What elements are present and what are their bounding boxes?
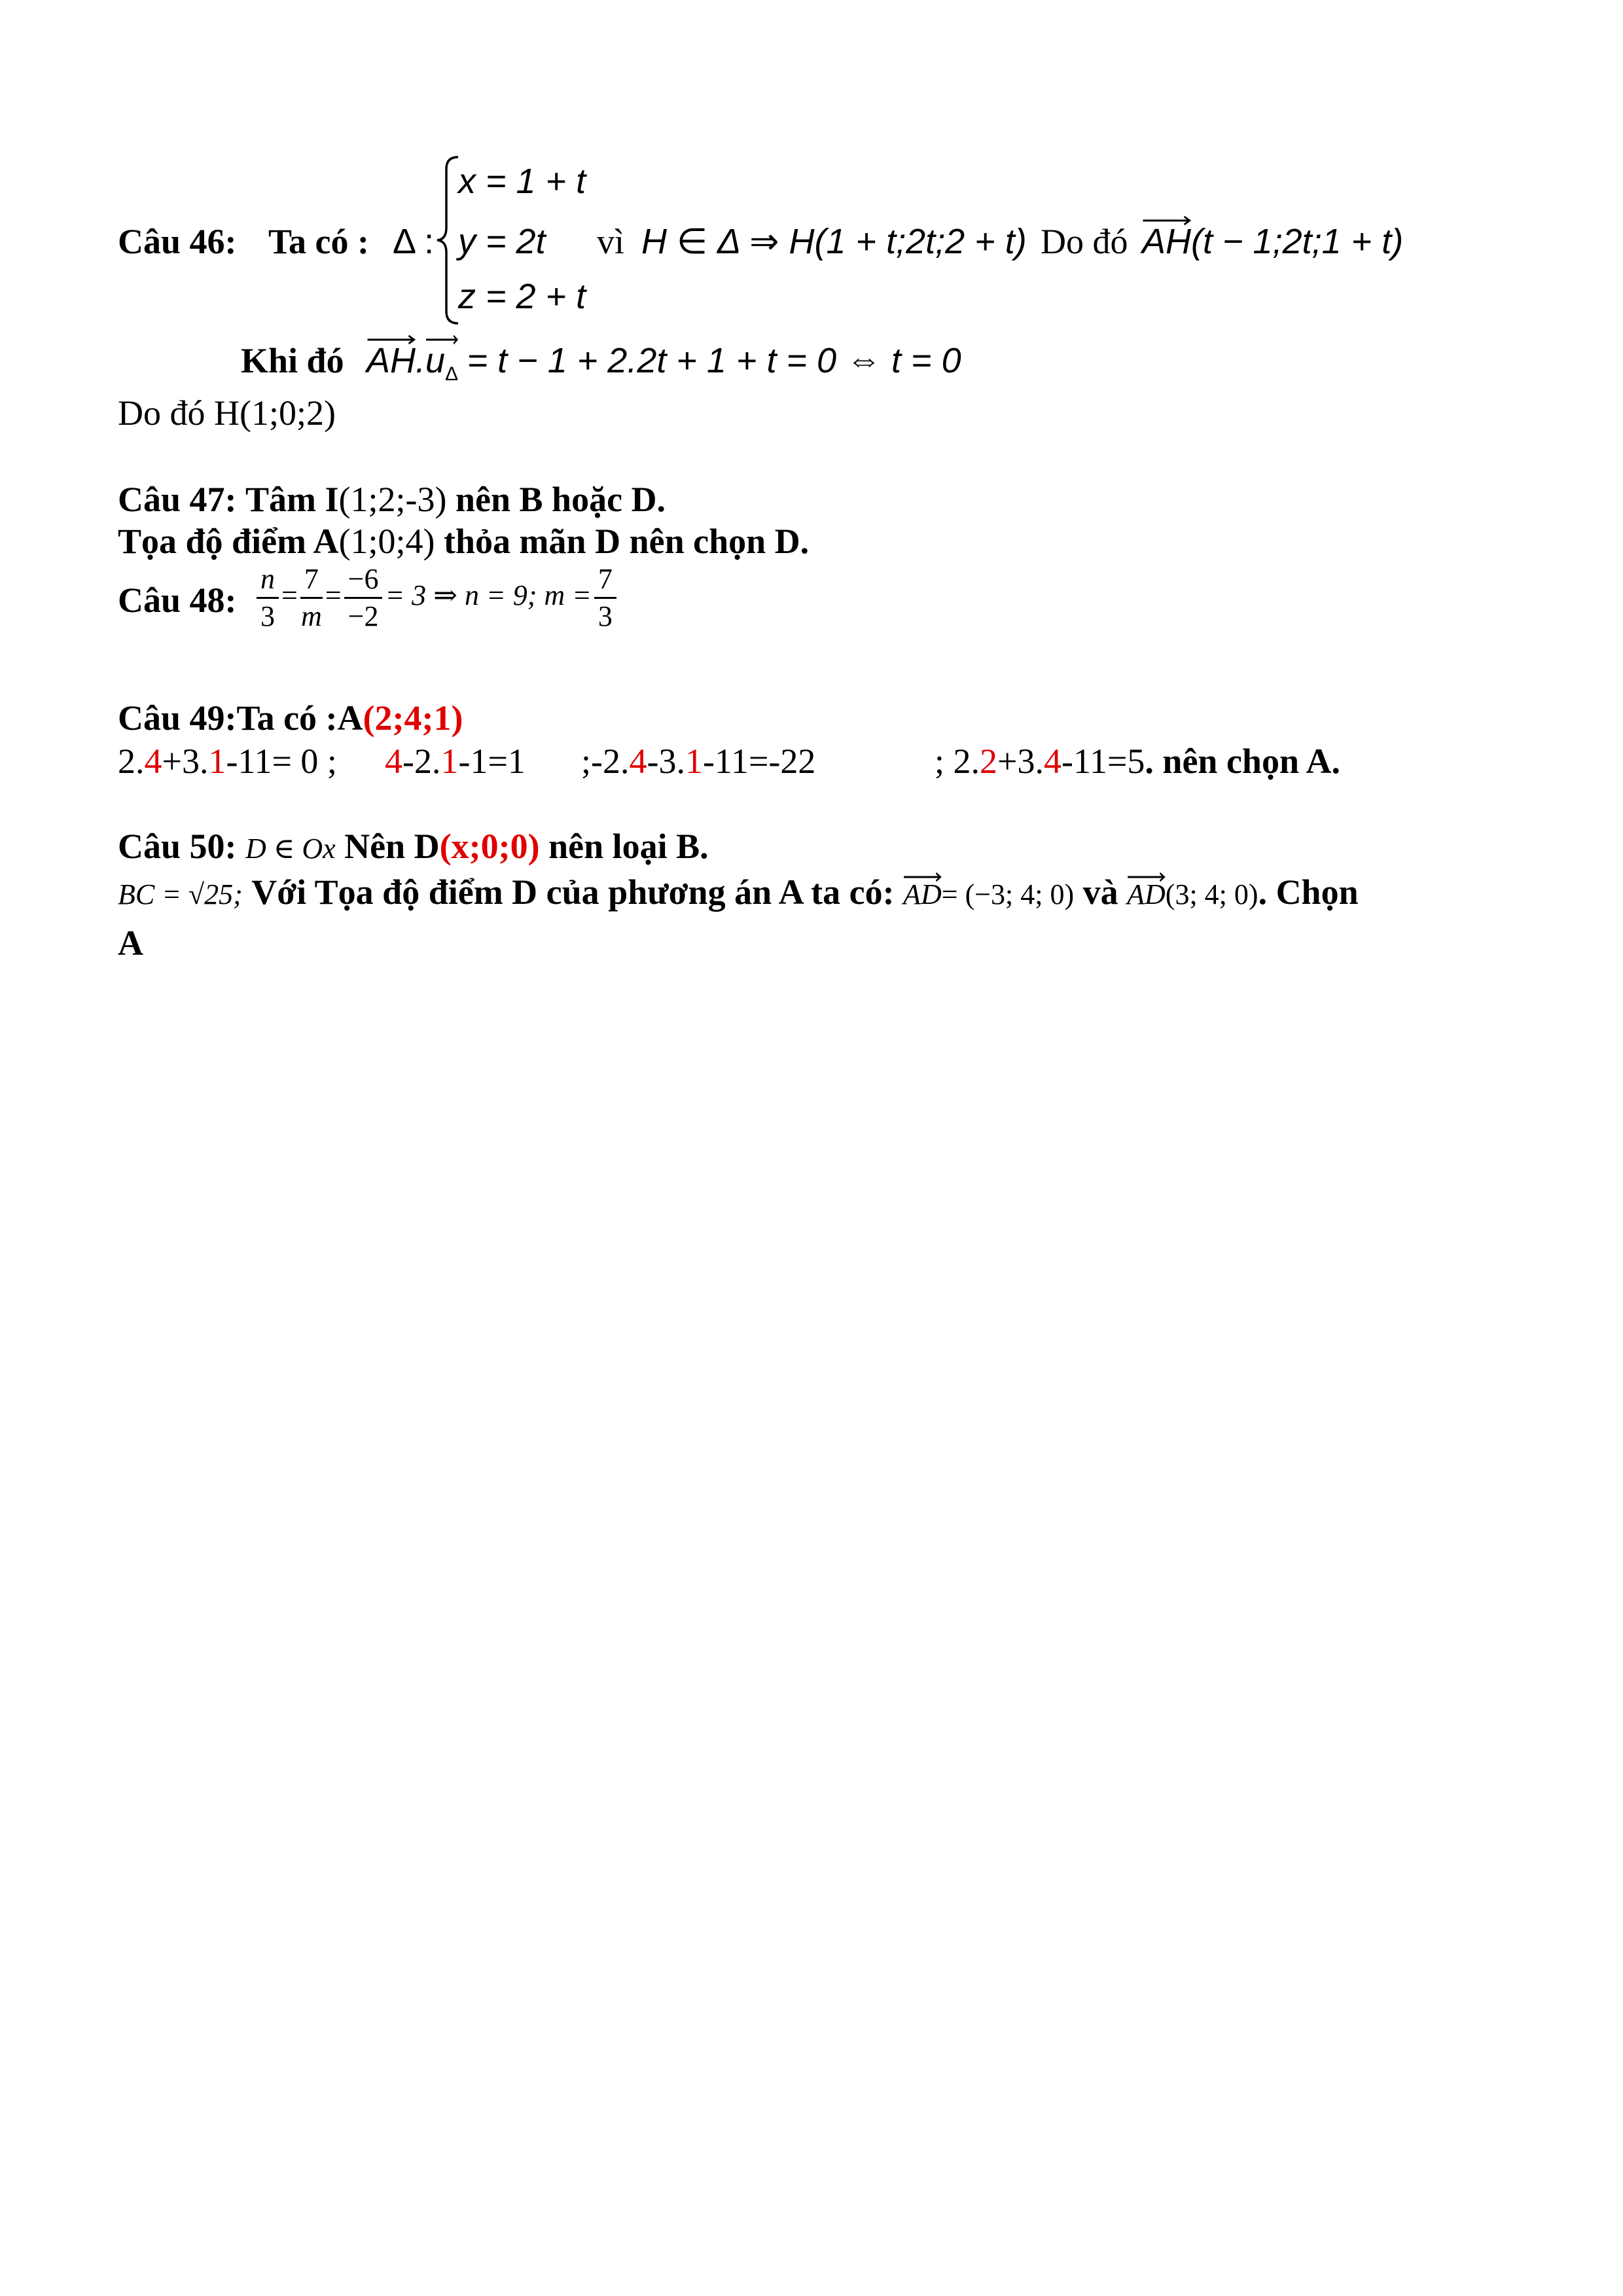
q47-tam: Tâm I (245, 480, 339, 519)
vector-ad-2 (1127, 880, 1166, 909)
q50-ad-value: = (−3; 4; 0) (941, 878, 1075, 910)
vector-u-label: u (425, 341, 446, 380)
q47-toa-do: Tọa độ điểm A (118, 522, 339, 561)
q49-expr-2: 4-2.1-1=1 (385, 742, 526, 781)
q50-label: Câu 50: (118, 827, 237, 866)
vector-arrow-icon (366, 334, 416, 344)
q48-label: Câu 48: (118, 581, 237, 620)
vector-u-delta (425, 343, 458, 384)
q50-loai: nên loại B. (548, 827, 709, 866)
fraction-den: m (300, 600, 322, 633)
highlight-digit: 1 (440, 742, 459, 781)
q49-expr-1: 2.4+3.1-11= 0 ; (118, 742, 337, 781)
q47-center: (1;2;-3) (338, 480, 447, 519)
q47-conclusion: nên B hoặc D. (455, 480, 666, 519)
q47-line-1 (118, 482, 666, 517)
vector-arrow-icon (425, 334, 458, 344)
q46-khi-do: Khi đó (241, 341, 344, 380)
vector-ad (903, 880, 942, 909)
q46-dot-product: AH. $u_\Delta = t - 1 + 2.2t + 1 + t = 0$ ⇔ t = 0 (366, 343, 961, 384)
fraction-num: 7 (300, 564, 323, 599)
q50-va: và (1082, 872, 1118, 912)
q47-label: Câu 47: (118, 480, 237, 519)
q49-expr-3: ;-2.4-3.1-11=-22 (581, 742, 816, 781)
fraction-den: 3 (260, 600, 275, 633)
q46-vi: vì (597, 222, 625, 261)
vector-ad-2-label: AD (1127, 878, 1166, 910)
q47-choice: thỏa mãn D nên chọn D. (444, 522, 810, 561)
q50-d-in-ox: D ∈ Ox (245, 833, 336, 865)
vector-ah-dot-label: AH (366, 341, 416, 380)
q50-voi: Với Tọa độ điểm D của phương án A ta có: (251, 872, 895, 912)
vector-ah-dot (366, 343, 416, 378)
vector-ad-label: AD (903, 878, 942, 910)
highlight-digit: 1 (685, 742, 703, 781)
q50-nen-d: Nên D (344, 827, 440, 866)
q49-expr-4: ; 2.2+3.4-11=5. nên chọn A. (935, 742, 1341, 781)
q46-membership: H ∈ Δ ⇒ H(1 + t;2t;2 + t) (641, 222, 1027, 261)
vector-ah-label: AH (1142, 222, 1192, 261)
q46-lead: Ta có : (268, 222, 370, 261)
q47-point-a: (1;0;4) (338, 522, 435, 561)
fraction-num: −6 (344, 564, 383, 599)
q47-line-2 (118, 524, 809, 559)
q46-dot-rhs: = t − 1 + 2.2t + 1 + t = 0 ⇔ t = 0 (467, 341, 961, 380)
q48-equation: $\frac{n}{3}$ = $\frac{7}{m}$ = $\frac{-6}{-2}$ = 3 ⇒ n = 9; m = $\frac{7}{3}$ (254, 564, 619, 632)
vector-arrow-icon (1142, 215, 1191, 225)
fraction-num: n (257, 564, 279, 599)
q50-answer: A (118, 924, 143, 963)
vector-ah (1142, 224, 1191, 259)
q50-line-1 (118, 829, 709, 864)
q48-mid: = 3 ⇒ n = 9; m = (385, 579, 592, 611)
q46-label: Câu 46: (118, 222, 237, 261)
q49-label: Câu 49: (118, 698, 237, 738)
q50-line-2 (118, 874, 1359, 910)
system-eq-z: z = 2 + t (458, 277, 586, 316)
highlight-digit: 4 (144, 742, 162, 781)
highlight-digit: 4 (629, 742, 647, 781)
q46-ah-coords: (t − 1;2t;1 + t) (1191, 222, 1404, 261)
vector-arrow-icon (903, 871, 942, 882)
q46-do-do: Do đó (1041, 222, 1128, 261)
q46-ah-expr (1142, 224, 1403, 259)
fraction-n-3 (257, 564, 279, 632)
fraction-num: 7 (594, 564, 616, 599)
q50-chon: . Chọn (1258, 872, 1359, 912)
highlight-digit: 4 (385, 742, 402, 781)
fraction-7-3 (594, 564, 616, 632)
fraction-neg6-neg2 (344, 564, 383, 632)
q50-ad2-value: (3; 4; 0) (1165, 878, 1258, 910)
system-eq-y: y = 2t (458, 222, 546, 261)
fraction-den: 3 (597, 600, 613, 633)
highlight-digit: 1 (208, 742, 226, 781)
vector-u-subscript: Δ (445, 363, 459, 385)
fraction-7-m (300, 564, 323, 632)
q46-result: Do đó H(1;0;2) (118, 393, 336, 433)
highlight-digit: 4 (1043, 742, 1061, 781)
q49-lead: Ta có :A (236, 698, 363, 738)
q49-point: (2;4;1) (363, 698, 463, 738)
fraction-den: −2 (348, 600, 379, 633)
highlight-digit: 2 (980, 742, 998, 781)
vector-arrow-icon (1127, 871, 1166, 882)
q50-point: (x;0;0) (439, 827, 540, 866)
q46-delta: Δ : (393, 222, 435, 261)
q49-choice: . nên chọn A. (1145, 742, 1341, 781)
system-eq-x: x = 1 + t (458, 162, 586, 201)
q49-heading (118, 700, 463, 736)
q50-bc: BC = √25; (118, 878, 243, 910)
